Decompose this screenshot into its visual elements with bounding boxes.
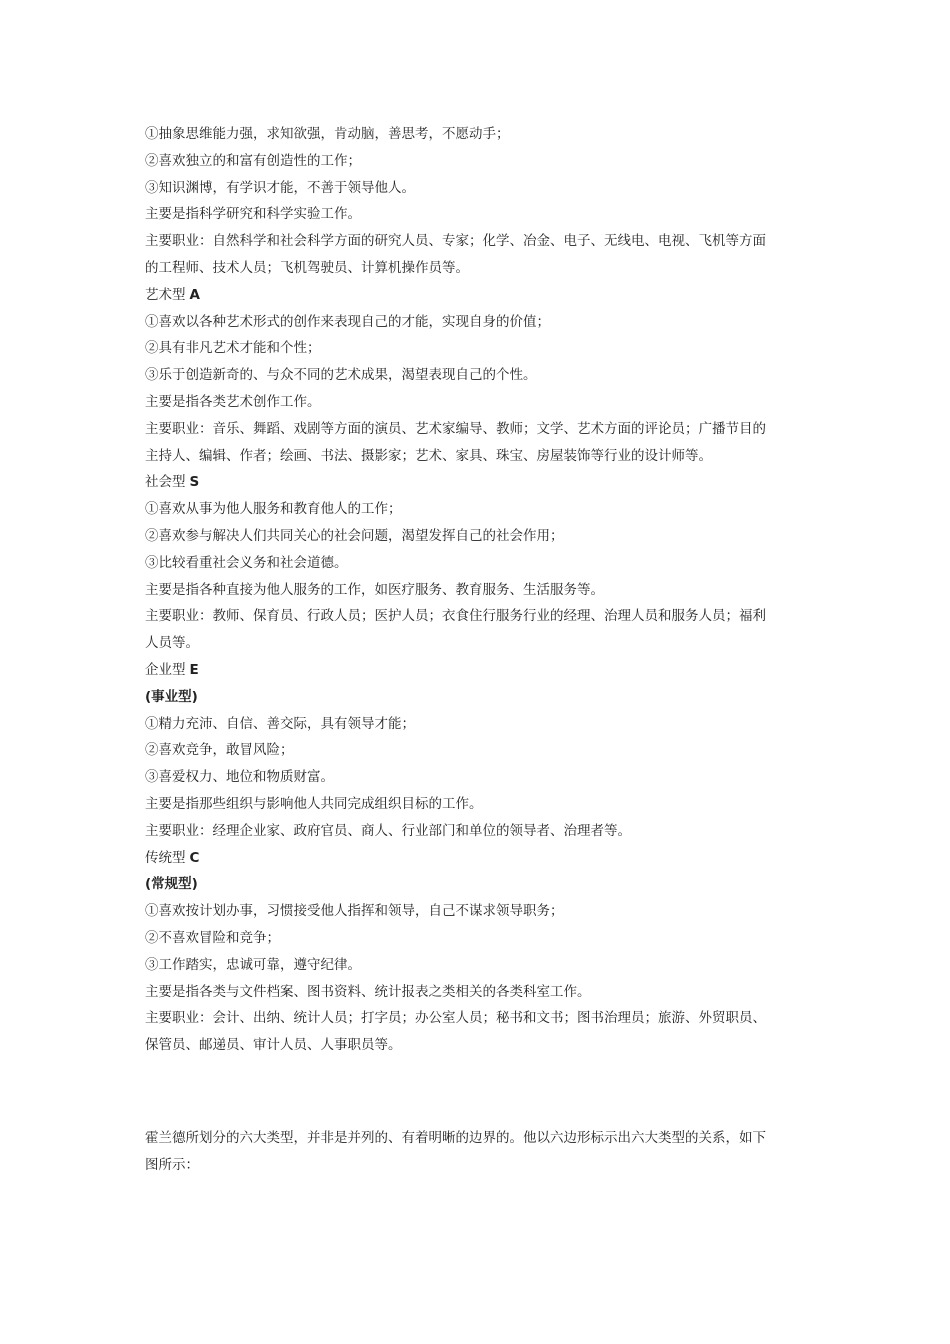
paren-open: ( xyxy=(145,876,152,893)
trait-line: ②喜欢参与解决人们共同关心的社会问题，渴望发挥自己的社会作用； xyxy=(145,527,564,544)
trait-line: ③乐于创造新奇的、与众不同的艺术成果，渴望表现自己的个性。 xyxy=(145,367,537,384)
paren-open: ( xyxy=(145,688,152,705)
trait-line: ③喜爱权力、地位和物质财富。 xyxy=(145,769,334,786)
subtitle-text: 常规型 xyxy=(151,876,192,893)
trait-line: ①喜欢按计划办事，习惯接受他人指挥和领导，自己不谋求领导职务； xyxy=(145,903,564,920)
jobs-paragraph xyxy=(145,1005,810,1059)
work-description: 主要是指科学研究和科学实验工作。 xyxy=(145,206,361,223)
jobs-line: 主要职业：经理企业家、政府官员、商人、行业部门和单位的领导者、治理者等。 xyxy=(145,822,631,839)
paren-close: ) xyxy=(191,688,198,705)
section-heading-artistic xyxy=(145,282,810,309)
trait-line: ②不喜欢冒险和竞争； xyxy=(145,929,280,946)
section-heading-social xyxy=(145,469,810,496)
section-title: 艺术型 xyxy=(145,286,186,303)
section-heading-enterprising xyxy=(145,657,810,684)
work-description: 主要是指各类与文件档案、图书资料、统计报表之类相关的各类科室工作。 xyxy=(145,983,591,1000)
section-title: 社会型 xyxy=(145,474,186,491)
jobs-line: 主要职业：教师、保育员、行政人员；医护人员；衣食住行服务行业的经理、治理人员和服务人员；福利 xyxy=(145,608,766,625)
trait-line: ②喜欢竞争，敢冒风险； xyxy=(145,742,294,759)
work-description: 主要是指那些组织与影响他人共同完成组织目标的工作。 xyxy=(145,795,483,812)
jobs-line: 主持人、编辑、作者；绘画、书法、摄影家；艺术、家具、珠宝、房屋装饰等行业的设计师等。 xyxy=(145,447,712,464)
trait-line: ②具有非凡艺术才能和个性； xyxy=(145,340,321,357)
trait-line: ②喜欢独立的和富有创造性的工作； xyxy=(145,152,361,169)
document-body xyxy=(145,121,810,1178)
subtitle-text: 事业型 xyxy=(151,688,192,705)
jobs-paragraph xyxy=(145,603,810,657)
jobs-paragraph xyxy=(145,228,810,282)
work-description: 主要是指各类艺术创作工作。 xyxy=(145,393,321,410)
jobs-line: 的工程师、技术人员；飞机驾驶员、计算机操作员等。 xyxy=(145,259,469,276)
trait-line: ①抽象思维能力强，求知欲强，肯动脑，善思考，不愿动手； xyxy=(145,126,510,142)
trait-line: ①精力充沛、自信、善交际，具有领导才能； xyxy=(145,715,415,732)
section-heading-conventional xyxy=(145,845,810,872)
conclusion-line: 霍兰德所划分的六大类型，并非是并列的、有着明晰的边界的。他以六边形标示出六大类型的关系，如下 xyxy=(145,1129,766,1146)
section-code: A xyxy=(189,286,200,303)
jobs-line: 主要职业：会计、出纳、统计人员；打字员；办公室人员；秘书和文书；图书治理员；旅游、外贸职员、 xyxy=(145,1010,766,1027)
jobs-line: 主要职业：自然科学和社会科学方面的研究人员、专家；化学、冶金、电子、无线电、电视、飞机等方面 xyxy=(145,233,766,250)
section-code: E xyxy=(189,661,199,678)
section-title: 传统型 xyxy=(145,849,186,866)
jobs-paragraph xyxy=(145,416,810,470)
trait-line: ③比较看重社会义务和社会道德。 xyxy=(145,554,348,571)
jobs-line: 保管员、邮递员、审计人员、人事职员等。 xyxy=(145,1037,402,1054)
jobs-line: 主要职业：音乐、舞蹈、戏剧等方面的演员、艺术家编导、教师；文学、艺术方面的评论员；广播节目的 xyxy=(145,420,766,437)
paragraph-gap xyxy=(145,1059,810,1125)
trait-line: ③工作踏实，忠诚可靠，遵守纪律。 xyxy=(145,956,361,973)
section-code: C xyxy=(189,849,200,866)
trait-line: ①喜欢以各种艺术形式的创作来表现自己的才能，实现自身的价值； xyxy=(145,313,550,330)
trait-line: ③知识渊博，有学识才能，不善于领导他人。 xyxy=(145,179,415,196)
section-title: 企业型 xyxy=(145,661,186,678)
section-code: S xyxy=(189,474,200,491)
conclusion-paragraph xyxy=(145,1125,810,1179)
trait-line: ①喜欢从事为他人服务和教育他人的工作； xyxy=(145,501,402,518)
section-subtitle xyxy=(145,871,810,898)
work-description: 主要是指各种直接为他人服务的工作，如医疗服务、教育服务、生活服务等。 xyxy=(145,581,604,598)
paren-close: ) xyxy=(191,876,198,893)
conclusion-line: 图所示： xyxy=(145,1156,199,1173)
jobs-line: 人员等。 xyxy=(145,635,199,652)
section-subtitle xyxy=(145,684,810,711)
